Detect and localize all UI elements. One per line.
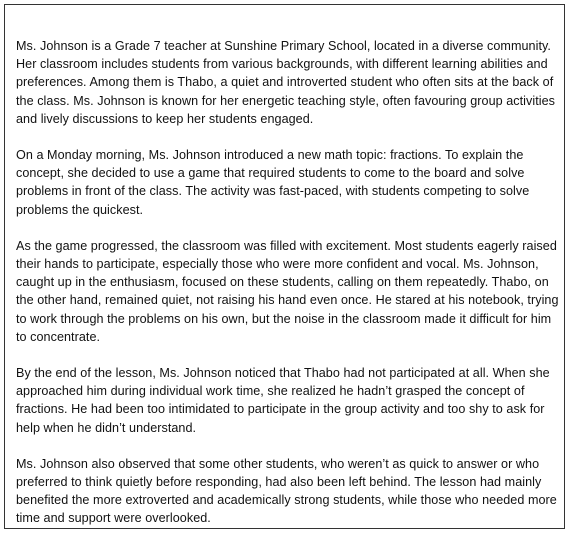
paragraph-5: Ms. Johnson also observed that some other students, who weren’t as quick to answer or who preferred to think quietly before responding, had also been left behind. The lesson had mainly benefited the more extroverted and academically strong students, while those who needed more time and support were overlooked.	[16, 456, 557, 526]
paragraph-4: By the end of the lesson, Ms. Johnson noticed that Thabo had not participated at all. When she approached him during individual work time, she realized he hadn’t grasped the concept of fractions. He had been too intimidated to participate in the group activity and too shy to ask for help when he didn’t understand.	[16, 366, 550, 435]
paragraph-3: As the game progressed, the classroom was filled with excitement. Most students eagerly raised their hands to participate, especially those who were more confident and vocal. Ms. Johnson, caught up in the enthusiasm, focused on these students, calling on them repeatedly. Thabo, on the other hand, remained quiet, not raising his hand even once. He stared at his notebook, trying to work through the problems on his own, but the noise in the classroom made it difficult for him to concentrate.	[16, 238, 559, 344]
paragraph-2: On a Monday morning, Ms. Johnson introduced a new math topic: fractions. To explain the concept, she decided to use a game that required students to come to the board and solve problems in front of the class. The activity was fast-paced, with students competing to solve problems the quickest.	[16, 148, 530, 217]
case-study-text	[16, 37, 561, 528]
paragraph-1: Ms. Johnson is a Grade 7 teacher at Sunshine Primary School, located in a diverse community. Her classroom includes students from various backgrounds, with different learning abilities and preferences. Among them is Thabo, a quiet and introverted student who often sits at the back of the class. Ms. Johnson is known for her energetic teaching style, often favouring group activities and lively discussions to keep her students engaged.	[16, 39, 556, 126]
